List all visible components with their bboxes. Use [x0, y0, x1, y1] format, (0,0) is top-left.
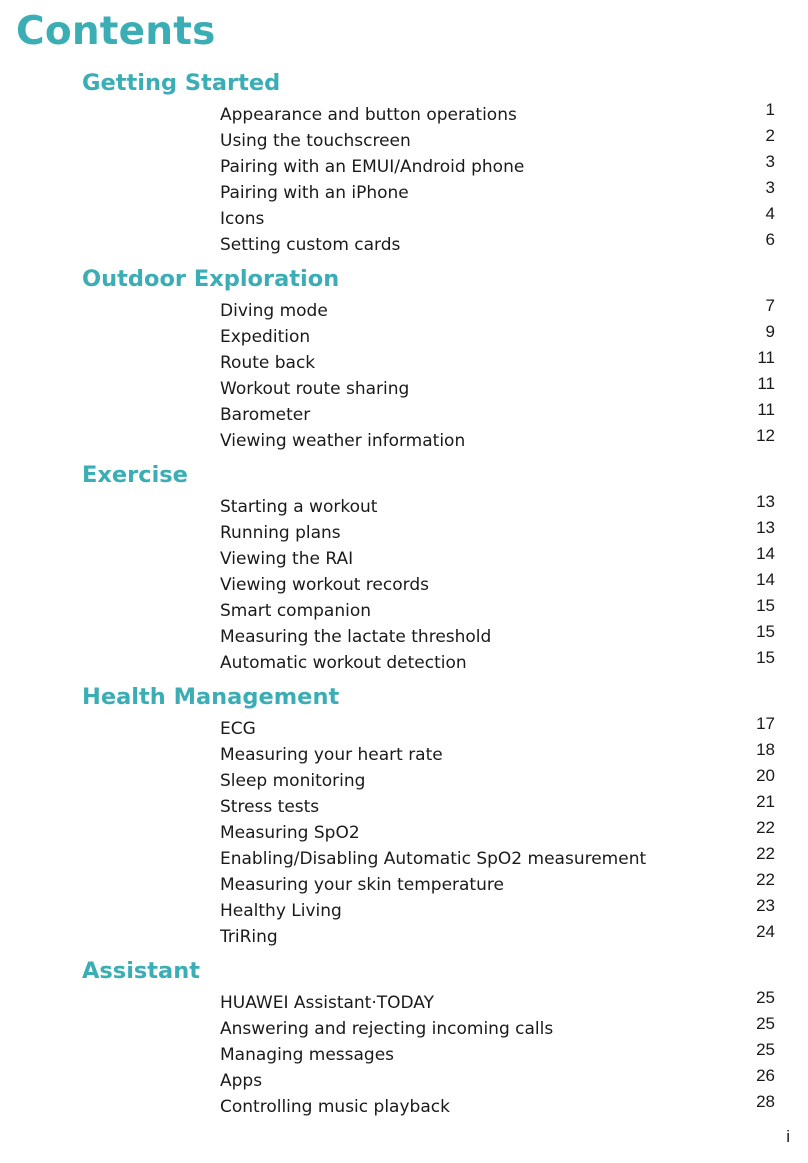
toc-entry[interactable]	[0, 492, 808, 518]
toc-entry-title[interactable]: Appearance and button operations	[220, 105, 517, 125]
toc-section	[0, 262, 808, 458]
toc-entry[interactable]	[0, 544, 808, 570]
toc-entry[interactable]	[0, 100, 808, 126]
toc-entry-page-number[interactable]: 2	[765, 126, 775, 145]
toc-entry[interactable]	[0, 126, 808, 152]
toc-entry-page-number[interactable]: 28	[756, 1092, 775, 1111]
toc-entry-page-number[interactable]: 25	[756, 1040, 775, 1059]
toc-entry-title[interactable]: Smart companion	[220, 601, 372, 621]
toc-entry-title[interactable]: TriRing	[220, 927, 278, 947]
toc-entry-page-number[interactable]: 22	[756, 870, 775, 889]
toc-entry-title[interactable]: Pairing with an iPhone	[220, 183, 409, 203]
toc-entry-page-number[interactable]: 15	[756, 622, 775, 641]
toc-entry[interactable]	[0, 400, 808, 426]
toc-entry[interactable]	[0, 792, 808, 818]
toc-entry-page-number[interactable]: 23	[756, 896, 775, 915]
toc-entry-title[interactable]: Managing messages	[220, 1045, 395, 1065]
toc-entry-page-number[interactable]: 18	[756, 740, 775, 759]
toc-entry[interactable]	[0, 570, 808, 596]
section-heading[interactable]: Outdoor Exploration	[82, 266, 340, 292]
toc-entry-title[interactable]: Starting a workout	[220, 497, 378, 517]
toc-entry-title[interactable]: Stress tests	[220, 797, 320, 817]
toc-entry-title[interactable]: Controlling music playback	[220, 1097, 450, 1117]
toc-entry[interactable]	[0, 1066, 808, 1092]
toc-entry-title[interactable]: Viewing the RAI	[220, 549, 354, 569]
toc-entry-page-number[interactable]: 11	[757, 400, 775, 419]
toc-entry[interactable]	[0, 518, 808, 544]
toc-entry-page-number[interactable]: 15	[756, 648, 775, 667]
toc-entry[interactable]	[0, 322, 808, 348]
section-heading[interactable]: Getting Started	[82, 70, 281, 96]
toc-entry-list	[0, 100, 808, 256]
toc-entry[interactable]	[0, 1014, 808, 1040]
toc-section	[0, 954, 808, 1118]
toc-entry[interactable]	[0, 348, 808, 374]
section-heading[interactable]: Exercise	[82, 462, 188, 488]
toc-entry-page-number[interactable]: 17	[756, 714, 775, 733]
toc-entry-page-number[interactable]: 6	[765, 230, 775, 249]
toc-entry-list	[0, 988, 808, 1118]
toc-entry-title[interactable]: Workout route sharing	[220, 379, 410, 399]
toc-entry-page-number[interactable]: 13	[756, 492, 775, 511]
toc-entry-page-number[interactable]: 7	[765, 296, 775, 315]
toc-entry[interactable]	[0, 922, 808, 948]
toc-entry-title[interactable]: Apps	[220, 1071, 263, 1091]
toc-entry-page-number[interactable]: 11	[757, 348, 775, 367]
toc-entry[interactable]	[0, 374, 808, 400]
toc-entry[interactable]	[0, 204, 808, 230]
toc-entry-list	[0, 296, 808, 452]
toc-entry-page-number[interactable]: 3	[765, 178, 775, 197]
toc-entry-page-number[interactable]: 24	[756, 922, 775, 941]
page-number: i	[786, 1127, 790, 1146]
toc-entry-page-number[interactable]: 3	[765, 152, 775, 171]
toc-entry-title[interactable]: Measuring your skin temperature	[220, 875, 504, 895]
toc-entry[interactable]	[0, 426, 808, 452]
toc-entry-page-number[interactable]: 22	[756, 844, 775, 863]
toc-entry-title[interactable]: Healthy Living	[220, 901, 342, 921]
toc-entry-page-number[interactable]: 1	[765, 100, 775, 119]
toc-entry-title[interactable]: Pairing with an EMUI/Android phone	[220, 157, 525, 177]
toc-entry-page-number[interactable]: 4	[765, 204, 775, 223]
toc-entry-page-number[interactable]: 20	[756, 766, 775, 785]
toc-entry-page-number[interactable]: 26	[756, 1066, 775, 1085]
toc-entry[interactable]	[0, 988, 808, 1014]
toc-entry-title[interactable]: Automatic workout detection	[220, 653, 467, 673]
toc-entry-title[interactable]: HUAWEI Assistant·TODAY	[220, 993, 434, 1013]
toc-entry-title[interactable]: Measuring SpO2	[220, 823, 360, 843]
toc-entry-title[interactable]: Sleep monitoring	[220, 771, 366, 791]
toc-entry-title[interactable]: Viewing workout records	[220, 575, 429, 595]
toc-entry-page-number[interactable]: 15	[756, 596, 775, 615]
toc-section	[0, 458, 808, 680]
toc-entry-page-number[interactable]: 12	[756, 426, 775, 445]
toc-entry-list	[0, 714, 808, 948]
toc-entry-page-number[interactable]: 14	[756, 544, 775, 563]
toc-entry-title[interactable]: Setting custom cards	[220, 235, 401, 255]
toc-entry-page-number[interactable]: 21	[756, 792, 775, 811]
toc-entry-title[interactable]: Icons	[220, 209, 265, 229]
toc-entry-page-number[interactable]: 25	[756, 988, 775, 1007]
toc-entry-page-number[interactable]: 13	[756, 518, 775, 537]
toc-entry[interactable]	[0, 896, 808, 922]
table-of-contents	[0, 66, 808, 1118]
toc-entry[interactable]	[0, 296, 808, 322]
toc-entry[interactable]	[0, 740, 808, 766]
toc-entry[interactable]	[0, 230, 808, 256]
toc-entry-title[interactable]: ECG	[220, 719, 256, 739]
toc-entry[interactable]	[0, 178, 808, 204]
toc-entry[interactable]	[0, 714, 808, 740]
toc-entry-title[interactable]: Diving mode	[220, 301, 328, 321]
toc-entry-title[interactable]: Barometer	[220, 405, 311, 425]
toc-entry[interactable]	[0, 870, 808, 896]
toc-entry-page-number[interactable]: 25	[756, 1014, 775, 1033]
toc-entry-title[interactable]: Running plans	[220, 523, 341, 543]
toc-entry[interactable]	[0, 596, 808, 622]
toc-entry-title[interactable]: Answering and rejecting incoming calls	[220, 1019, 554, 1039]
toc-section	[0, 680, 808, 954]
toc-entry[interactable]	[0, 766, 808, 792]
toc-entry[interactable]	[0, 622, 808, 648]
toc-entry-page-number[interactable]: 9	[765, 322, 775, 341]
toc-entry-list	[0, 492, 808, 674]
toc-entry[interactable]	[0, 844, 808, 870]
toc-section	[0, 66, 808, 262]
toc-entry-page-number[interactable]: 14	[756, 570, 775, 589]
toc-entry[interactable]	[0, 648, 808, 674]
toc-entry[interactable]	[0, 152, 808, 178]
toc-entry-title[interactable]: Viewing weather information	[220, 431, 466, 451]
page-title: Contents	[16, 9, 216, 54]
toc-entry-title[interactable]: Route back	[220, 353, 316, 373]
toc-entry[interactable]	[0, 1092, 808, 1118]
section-heading[interactable]: Assistant	[82, 958, 201, 984]
toc-entry-title[interactable]: Expedition	[220, 327, 311, 347]
toc-entry[interactable]	[0, 1040, 808, 1066]
toc-entry-title[interactable]: Measuring the lactate threshold	[220, 627, 492, 647]
toc-entry-page-number[interactable]: 22	[756, 818, 775, 837]
toc-entry-page-number[interactable]: 11	[757, 374, 775, 393]
toc-entry[interactable]	[0, 818, 808, 844]
toc-entry-title[interactable]: Measuring your heart rate	[220, 745, 443, 765]
section-heading[interactable]: Health Management	[82, 684, 340, 710]
toc-entry-title[interactable]: Using the touchscreen	[220, 131, 411, 151]
toc-entry-title[interactable]: Enabling/Disabling Automatic SpO2 measurement	[220, 849, 647, 869]
